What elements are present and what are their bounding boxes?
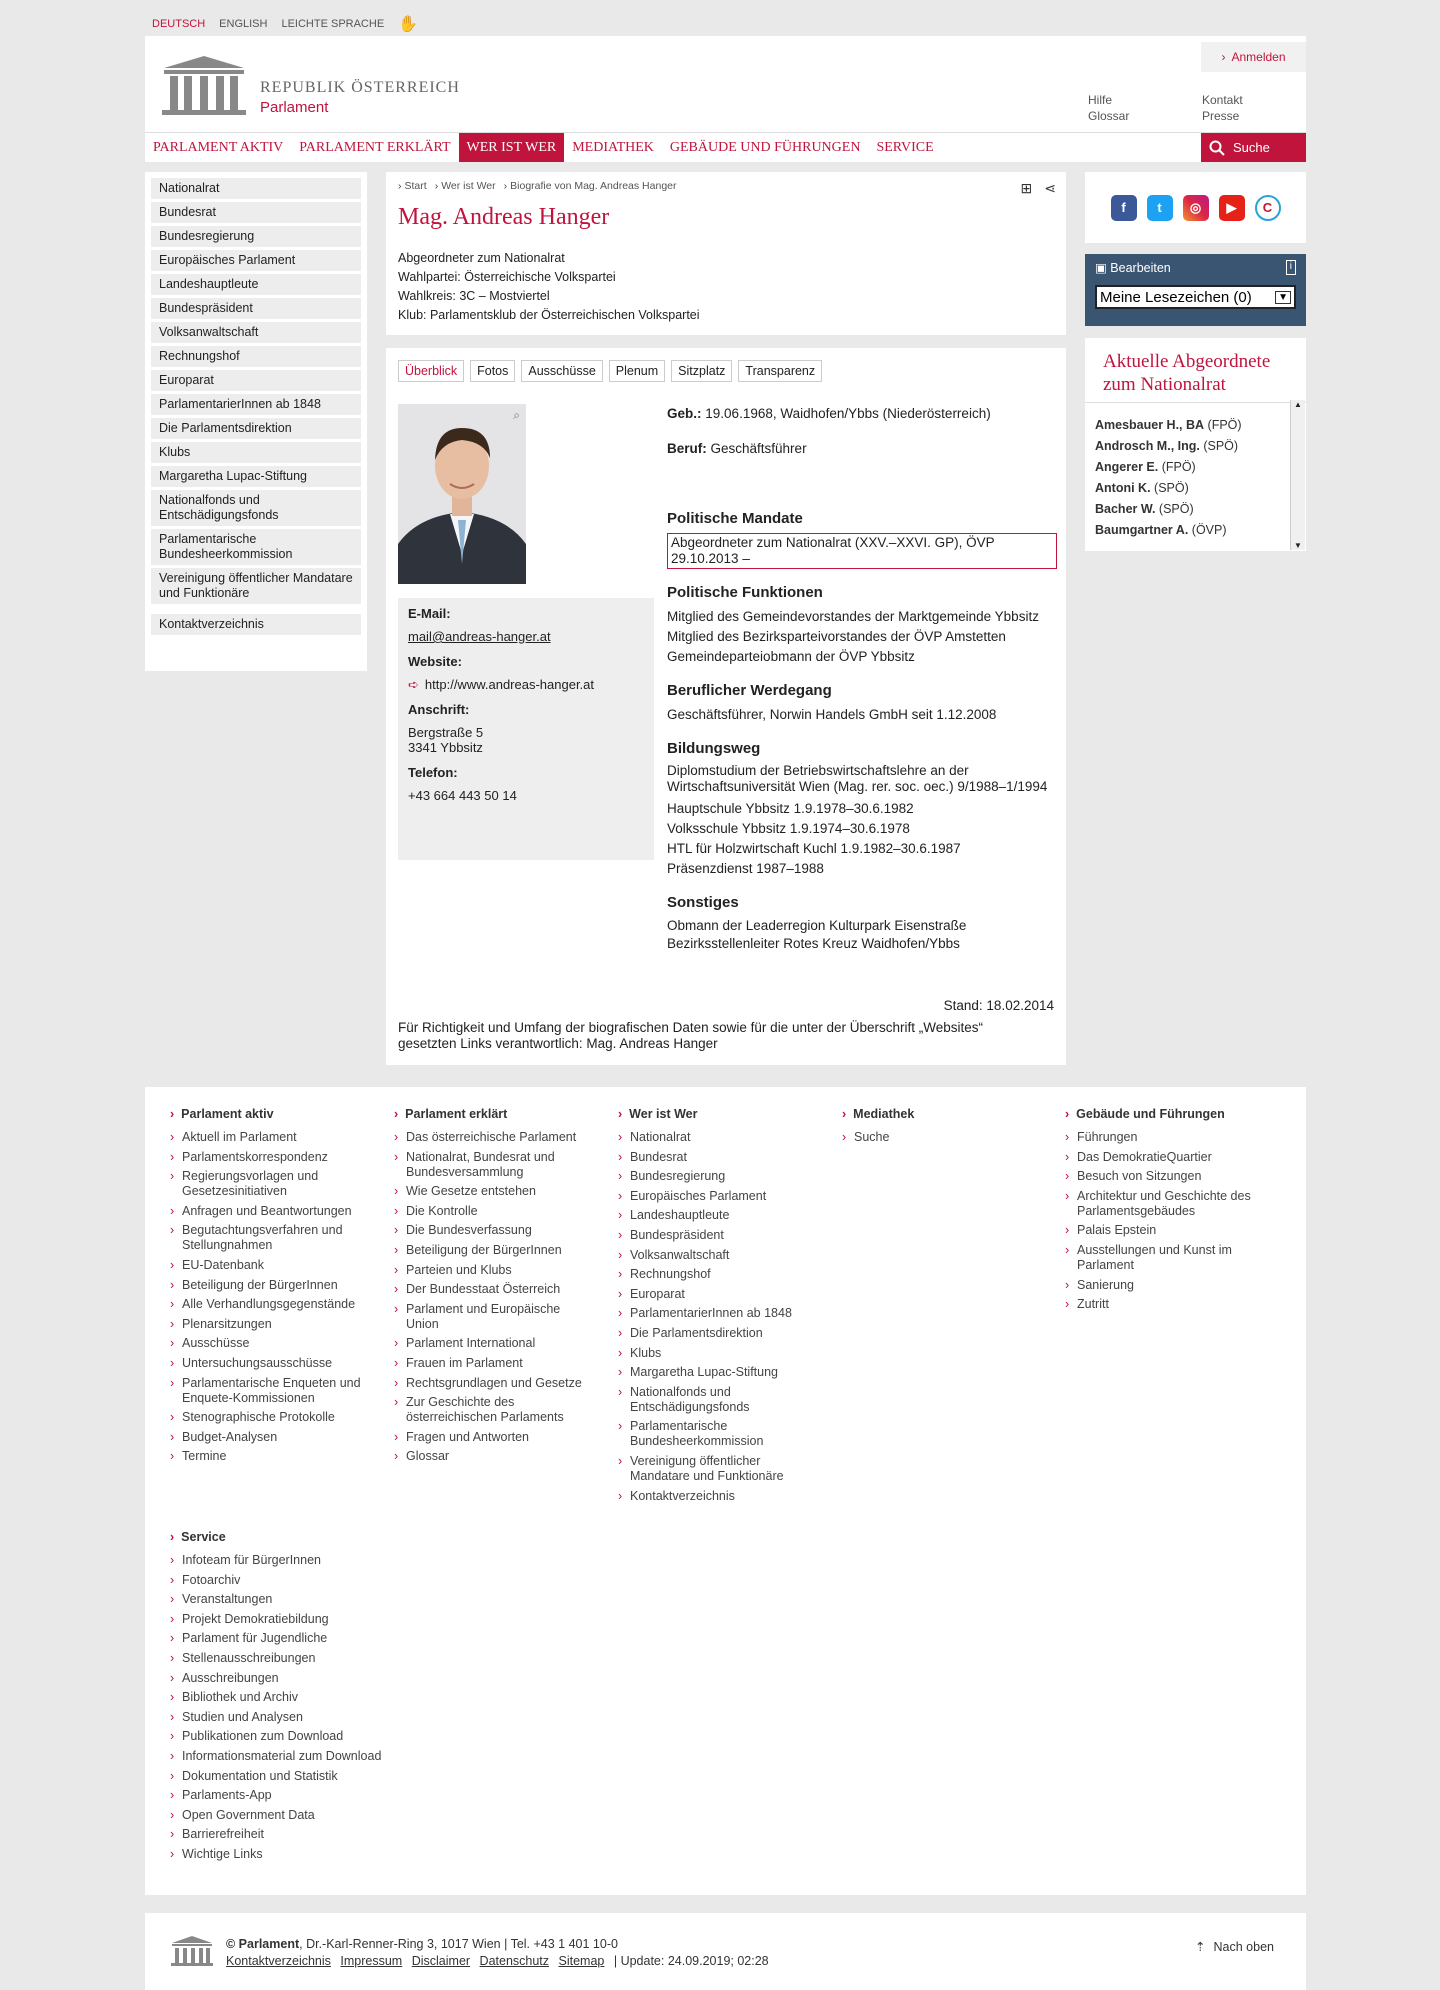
footer-link[interactable]: › Suche bbox=[842, 1130, 1022, 1145]
geb-value: 19.06.1968, Waidhofen/Ybbs (Niederösterreich) bbox=[705, 406, 991, 421]
footer-link[interactable]: › Margaretha Lupac-Stiftung bbox=[618, 1365, 813, 1380]
footer-link[interactable]: › Plenarsitzungen bbox=[170, 1317, 370, 1332]
footer-link[interactable]: › Kontaktverzeichnis bbox=[618, 1489, 813, 1504]
back-to-top[interactable] bbox=[1195, 1939, 1274, 1954]
footer-link[interactable]: › Aktuell im Parlament bbox=[170, 1130, 370, 1145]
footer-link[interactable]: › Die Kontrolle bbox=[394, 1204, 589, 1219]
login-label: Anmelden bbox=[1231, 50, 1286, 64]
footer-link[interactable]: › Architektur und Geschichte des Parlamentsgebäudes bbox=[1065, 1189, 1265, 1219]
bildung-item: HTL für Holzwirtschaft Kuchl 1.9.1982–30.6.1987 bbox=[667, 841, 961, 856]
login-button[interactable] bbox=[1201, 42, 1306, 72]
werdegang-title: Beruflicher Werdegang bbox=[667, 682, 832, 699]
contact-box bbox=[398, 598, 654, 860]
sidebar-item-nationalfonds[interactable]: Nationalfonds und Entschädigungsfonds bbox=[151, 490, 361, 526]
nav-parlament-aktiv[interactable]: PARLAMENT AKTIV bbox=[153, 139, 284, 155]
sidebar-item-nationalrat[interactable]: Nationalrat bbox=[151, 178, 361, 199]
footer-link[interactable]: › Fotoarchiv bbox=[170, 1573, 410, 1588]
footer-link[interactable]: › Beteiligung der BürgerInnen bbox=[394, 1243, 589, 1258]
footer-col-heading[interactable]: › Service bbox=[170, 1530, 410, 1545]
copyright: © Parlament bbox=[226, 1937, 300, 1951]
sidebar-item-europaeisches-parlament[interactable]: Europäisches Parlament bbox=[151, 250, 361, 271]
bookmark-panel bbox=[1085, 254, 1306, 326]
footer-link[interactable]: › Begutachtungsverfahren und Stellungnahmen bbox=[170, 1223, 370, 1253]
footer-col-heading[interactable]: › Wer ist Wer bbox=[618, 1107, 813, 1122]
scroll-down-icon[interactable]: ▼ bbox=[1294, 541, 1302, 550]
deputy-item[interactable]: Baumgartner A. (ÖVP) bbox=[1095, 523, 1227, 537]
nav-wer-ist-wer[interactable]: WER IST WER bbox=[459, 133, 565, 162]
youtube-icon[interactable]: ▶ bbox=[1219, 195, 1245, 221]
zoom-icon[interactable]: ⌕ bbox=[513, 408, 520, 422]
footer-link[interactable]: › Regierungsvorlagen und Gesetzesinitiativen bbox=[170, 1169, 370, 1199]
instagram-icon[interactable]: ◎ bbox=[1183, 195, 1209, 221]
bearbeiten-row[interactable] bbox=[1095, 260, 1171, 275]
tab-plenum[interactable]: Plenum bbox=[609, 360, 665, 382]
app-icon[interactable]: C bbox=[1255, 195, 1281, 221]
sidebar-item-lupac-stiftung[interactable]: Margaretha Lupac-Stiftung bbox=[151, 466, 361, 487]
portrait-photo[interactable] bbox=[398, 404, 526, 584]
footer-link[interactable]: › Bibliothek und Archiv bbox=[170, 1690, 410, 1705]
footer-link[interactable]: › Bundespräsident bbox=[618, 1228, 813, 1243]
footer-links bbox=[226, 1954, 1281, 1968]
bildung-item: Volksschule Ybbsitz 1.9.1974–30.6.1978 bbox=[667, 821, 910, 836]
chevron-right-icon: › bbox=[1221, 50, 1226, 64]
deputy-item[interactable]: Antoni K. (SPÖ) bbox=[1095, 481, 1189, 495]
footer-link[interactable]: › Ausstellungen und Kunst im Parlament bbox=[1065, 1243, 1265, 1273]
footer-link[interactable]: › Die Parlamentsdirektion bbox=[618, 1326, 813, 1341]
page-tools bbox=[1021, 180, 1056, 197]
parliament-logo-icon bbox=[160, 54, 248, 116]
mandate-item: Abgeordneter zum Nationalrat (XXV.–XXVI. GP), ÖVP 29.10.2013 – bbox=[667, 533, 1057, 569]
footer-link[interactable]: › Das DemokratieQuartier bbox=[1065, 1150, 1265, 1165]
beruf-row bbox=[667, 439, 1057, 459]
tab-ueberblick[interactable]: Überblick bbox=[398, 360, 464, 382]
footer-link[interactable]: › Rechnungshof bbox=[618, 1267, 813, 1282]
footer-link[interactable]: › Nationalrat, Bundesrat und Bundesversammlung bbox=[394, 1150, 589, 1180]
footer-link[interactable]: › Open Government Data bbox=[170, 1808, 410, 1823]
page-title: Mag. Andreas Hanger bbox=[398, 204, 610, 230]
footer-link[interactable]: › Projekt Demokratiebildung bbox=[170, 1612, 410, 1627]
biography-details bbox=[667, 404, 1057, 953]
info-wahlkreis: Wahlkreis: 3C – Mostviertel bbox=[398, 289, 550, 303]
footer-link[interactable]: › Budget-Analysen bbox=[170, 1430, 370, 1445]
info-icon[interactable]: i bbox=[1286, 260, 1296, 275]
biography-panel bbox=[386, 348, 1066, 1065]
sign-language-icon[interactable]: ✋ bbox=[398, 16, 419, 33]
footer-link[interactable]: › Sanierung bbox=[1065, 1278, 1265, 1293]
footer-link[interactable]: › Ausschüsse bbox=[170, 1336, 370, 1351]
sidebar bbox=[145, 172, 367, 671]
disclaimer: Für Richtigkeit und Umfang der biografischen Daten sowie für die unter der Überschrift „Websites“ gesetzten Links verantwortlich: Mag. Andreas Hanger bbox=[398, 1020, 984, 1051]
footer-link[interactable]: › Publikationen zum Download bbox=[170, 1729, 410, 1744]
footer-link[interactable]: › Infoteam für BürgerInnen bbox=[170, 1553, 410, 1568]
bookmark-add-icon[interactable]: ⊞ bbox=[1020, 180, 1033, 196]
footer-link[interactable]: › Volksanwaltschaft bbox=[618, 1248, 813, 1263]
footer-datenschutz[interactable]: Datenschutz bbox=[479, 1954, 550, 1968]
sonstiges-title: Sonstiges bbox=[667, 894, 739, 911]
footer-col-heading[interactable]: › Parlament erklärt bbox=[394, 1107, 589, 1122]
sidebar-item-rechnungshof[interactable]: Rechnungshof bbox=[151, 346, 361, 367]
footer-link[interactable]: › Parteien und Klubs bbox=[394, 1263, 589, 1278]
address-city: 3341 Ybbsitz bbox=[408, 740, 483, 755]
bookmark-header bbox=[1095, 260, 1296, 275]
social-links bbox=[1085, 172, 1306, 243]
footer-link[interactable]: › Wichtige Links bbox=[170, 1847, 410, 1862]
person-info bbox=[398, 249, 1054, 325]
footer-link[interactable]: › Informationsmaterial zum Download bbox=[170, 1749, 410, 1764]
breadcrumb-wer-ist-wer[interactable]: › Wer ist Wer bbox=[435, 180, 496, 192]
nav-mediathek[interactable]: MEDIATHEK bbox=[572, 139, 654, 155]
footer-col-heading[interactable]: › Gebäude und Führungen bbox=[1065, 1107, 1265, 1122]
footer-link[interactable]: › Parlaments-App bbox=[170, 1788, 410, 1803]
footer-link[interactable]: › Europarat bbox=[618, 1287, 813, 1302]
tab-sitzplatz[interactable]: Sitzplatz bbox=[671, 360, 732, 382]
funktion-item: Mitglied des Gemeindevorstandes der Marktgemeinde Ybbsitz bbox=[667, 609, 1039, 624]
footer-link[interactable]: › Stellenausschreibungen bbox=[170, 1651, 410, 1666]
sidebar-item-kontaktverzeichnis[interactable]: Kontaktverzeichnis bbox=[151, 614, 361, 635]
footer-link[interactable]: › Parlament International bbox=[394, 1336, 589, 1351]
bildung-item: Präsenzdienst 1987–1988 bbox=[667, 861, 824, 876]
lang-deutsch[interactable]: DEUTSCH bbox=[152, 18, 206, 30]
scroll-up-icon[interactable]: ▲ bbox=[1294, 400, 1302, 409]
update-date: | Update: 24.09.2019; 02:28 bbox=[613, 1954, 769, 1968]
geb-label: Geb.: bbox=[667, 406, 702, 421]
footer-link[interactable]: › Bundesrat bbox=[618, 1150, 813, 1165]
sidebar-item-bundesheerkommission[interactable]: Parlamentarische Bundesheerkommission bbox=[151, 529, 361, 565]
funktion-item: Gemeindeparteiobmann der ÖVP Ybbsitz bbox=[667, 649, 915, 664]
external-link-icon: ➪ bbox=[408, 677, 419, 692]
footer-link[interactable]: › Ausschreibungen bbox=[170, 1671, 410, 1686]
glossar-link[interactable]: Glossar bbox=[1088, 109, 1130, 123]
sonstiges-item: Bezirksstellenleiter Rotes Kreuz Waidhofen/Ybbs bbox=[667, 936, 960, 951]
footer-link[interactable]: › EU-Datenbank bbox=[170, 1258, 370, 1273]
footer-impressum[interactable]: Impressum bbox=[340, 1954, 403, 1968]
edit-icon: ▣ bbox=[1095, 261, 1111, 275]
bildung-item: Hauptschule Ybbsitz 1.9.1978–30.6.1982 bbox=[667, 801, 914, 816]
footer-link[interactable]: › Landeshauptleute bbox=[618, 1208, 813, 1223]
deputies-scrollbar[interactable] bbox=[1290, 400, 1305, 550]
footer-kontaktverzeichnis[interactable]: Kontaktverzeichnis bbox=[226, 1954, 331, 1968]
sidebar-item-parlamentsdirektion[interactable]: Die Parlamentsdirektion bbox=[151, 418, 361, 439]
tab-ausschuesse[interactable]: Ausschüsse bbox=[521, 360, 602, 382]
footer-col-service bbox=[170, 1530, 410, 1867]
bookmark-select[interactable] bbox=[1095, 285, 1296, 309]
info-klub: Klub: Parlamentsklub der Österreichischen Volkspartei bbox=[398, 308, 700, 322]
language-bar bbox=[152, 14, 418, 34]
twitter-icon[interactable]: t bbox=[1147, 195, 1173, 221]
sidebar-item-bundesregierung[interactable]: Bundesregierung bbox=[151, 226, 361, 247]
sidebar-item-vereinigung[interactable]: Vereinigung öffentlicher Mandatare und Funktionäre bbox=[151, 568, 361, 604]
footer-link[interactable]: › Untersuchungsausschüsse bbox=[170, 1356, 370, 1371]
current-deputies bbox=[1085, 338, 1306, 551]
bildung-title: Bildungsweg bbox=[667, 740, 761, 757]
parliament-small-logo-icon bbox=[170, 1935, 214, 1967]
nav-service[interactable]: SERVICE bbox=[876, 139, 934, 155]
footer-link[interactable]: › Klubs bbox=[618, 1346, 813, 1361]
sidebar-item-parlamentarier[interactable]: ParlamentarierInnen ab 1848 bbox=[151, 394, 361, 415]
email-link[interactable]: mail@andreas-hanger.at bbox=[408, 629, 551, 644]
footer-address: , Dr.-Karl-Renner-Ring 3, 1017 Wien | Tel. +43 1 401 10-0 bbox=[299, 1937, 618, 1951]
footer-link[interactable]: › Der Bundesstaat Österreich bbox=[394, 1282, 589, 1297]
page-footer bbox=[145, 1913, 1306, 1990]
footer-link[interactable]: › Glossar bbox=[394, 1449, 589, 1464]
footer-link[interactable]: › Rechtsgrundlagen und Gesetze bbox=[394, 1376, 589, 1391]
help-links bbox=[1088, 92, 1129, 124]
hilfe-link[interactable]: Hilfe bbox=[1088, 93, 1113, 107]
contact-links bbox=[1202, 92, 1243, 124]
nav-gebaeude[interactable]: GEBÄUDE UND FÜHRUNGEN bbox=[669, 139, 861, 155]
website-row bbox=[408, 677, 644, 692]
search-label: Suche bbox=[1233, 140, 1270, 155]
sidebar-item-volksanwaltschaft[interactable]: Volksanwaltschaft bbox=[151, 322, 361, 343]
bookmark-select-value: Meine Lesezeichen (0) bbox=[1100, 288, 1252, 306]
main-nav bbox=[145, 132, 1306, 162]
email-label: E-Mail: bbox=[408, 606, 451, 621]
phone-label: Telefon: bbox=[408, 765, 458, 780]
footer-col-parlament-erklaert bbox=[394, 1107, 589, 1469]
breadcrumb-current: › Biografie von Mag. Andreas Hanger bbox=[504, 180, 677, 192]
footer-link[interactable]: › Bundesregierung bbox=[618, 1169, 813, 1184]
footer-link[interactable]: › Termine bbox=[170, 1449, 370, 1464]
footer-col-heading[interactable]: › Mediathek bbox=[842, 1107, 1022, 1122]
footer-link[interactable]: › Beteiligung der BürgerInnen bbox=[170, 1278, 370, 1293]
site-header bbox=[145, 36, 1306, 162]
presse-link[interactable]: Presse bbox=[1202, 109, 1240, 123]
footer-col-mediathek bbox=[842, 1107, 1022, 1150]
footer-link[interactable]: › Nationalrat bbox=[618, 1130, 813, 1145]
footer-link[interactable]: › Das österreichische Parlament bbox=[394, 1130, 589, 1145]
footer-link[interactable]: › Parlamentarische Bundesheerkommission bbox=[618, 1419, 813, 1449]
info-role: Abgeordneter zum Nationalrat bbox=[398, 251, 565, 265]
footer-link[interactable]: › Dokumentation und Statistik bbox=[170, 1769, 410, 1784]
footer-text bbox=[226, 1937, 1281, 1968]
footer-link[interactable]: › Wie Gesetze entstehen bbox=[394, 1184, 589, 1199]
footer-link[interactable]: › Vereinigung öffentlicher Mandatare und Funktionäre bbox=[618, 1454, 813, 1484]
footer-link[interactable]: › Fragen und Antworten bbox=[394, 1430, 589, 1445]
footer-link[interactable]: › Besuch von Sitzungen bbox=[1065, 1169, 1265, 1184]
deputies-list bbox=[1085, 402, 1306, 552]
website-label: Website: bbox=[408, 654, 462, 669]
sidebar-item-klubs[interactable]: Klubs bbox=[151, 442, 361, 463]
portrait-image bbox=[398, 404, 526, 584]
footer-link[interactable]: › Parlamentarische Enqueten und Enquete-Kommissionen bbox=[170, 1376, 370, 1406]
footer-disclaimer[interactable]: Disclaimer bbox=[411, 1954, 471, 1968]
beruf-value: Geschäftsführer bbox=[710, 441, 807, 456]
geb-row bbox=[667, 404, 1057, 424]
share-icon[interactable]: ⋖ bbox=[1044, 180, 1056, 196]
tab-fotos[interactable]: Fotos bbox=[470, 360, 515, 382]
footer-link[interactable]: › Parlamentskorrespondenz bbox=[170, 1150, 370, 1165]
deputy-item[interactable]: Amesbauer H., BA (FPÖ) bbox=[1095, 418, 1242, 432]
mandate-title: Politische Mandate bbox=[667, 510, 803, 527]
lang-english[interactable]: ENGLISH bbox=[219, 18, 268, 30]
footer-link[interactable]: › Stenographische Protokolle bbox=[170, 1410, 370, 1425]
footer-link[interactable]: › Barrierefreiheit bbox=[170, 1827, 410, 1842]
footer-col-parlament-aktiv bbox=[170, 1107, 370, 1469]
bearbeiten-label: Bearbeiten bbox=[1110, 261, 1171, 275]
footer-link[interactable]: › Palais Epstein bbox=[1065, 1223, 1265, 1238]
logo[interactable] bbox=[160, 54, 460, 116]
footer-link[interactable]: › Europäisches Parlament bbox=[618, 1189, 813, 1204]
footer-link[interactable]: › Veranstaltungen bbox=[170, 1592, 410, 1607]
person-header bbox=[386, 172, 1066, 335]
arrow-up-icon: ⇡ bbox=[1195, 1940, 1206, 1954]
sidebar-item-bundesrat[interactable]: Bundesrat bbox=[151, 202, 361, 223]
funktionen-title: Politische Funktionen bbox=[667, 584, 823, 601]
website-link[interactable]: http://www.andreas-hanger.at bbox=[424, 677, 595, 692]
footer-link[interactable]: › Studien und Analysen bbox=[170, 1710, 410, 1725]
facebook-icon[interactable]: f bbox=[1111, 195, 1137, 221]
footer-link[interactable]: › Parlament für Jugendliche bbox=[170, 1631, 410, 1646]
deputy-item[interactable]: Bacher W. (SPÖ) bbox=[1095, 502, 1194, 516]
phone: +43 664 443 50 14 bbox=[408, 788, 517, 803]
footer-sitemap[interactable]: Sitemap bbox=[558, 1954, 605, 1968]
stand-date: Stand: 18.02.2014 bbox=[943, 998, 1054, 1013]
footer-col-gebaeude bbox=[1065, 1107, 1265, 1317]
footer-link[interactable]: › Zutritt bbox=[1065, 1297, 1265, 1312]
logo-title: REPUBLIK ÖSTERREICH bbox=[260, 79, 460, 96]
footer-link[interactable]: › Nationalfonds und Entschädigungsfonds bbox=[618, 1385, 813, 1415]
footer-link[interactable]: › ParlamentarierInnen ab 1848 bbox=[618, 1306, 813, 1321]
footer-link[interactable]: › Anfragen und Beantwortungen bbox=[170, 1204, 370, 1219]
deputy-item[interactable]: Angerer E. (FPÖ) bbox=[1095, 460, 1196, 474]
bildung-item: Diplomstudium der Betriebswirtschaftslehre an der Wirtschaftsuniversität Wien (Mag. rer. soc. oec.) 9/1988–1/1994 bbox=[667, 763, 1048, 794]
footer-link[interactable]: › Die Bundesverfassung bbox=[394, 1223, 589, 1238]
footer-link[interactable]: › Frauen im Parlament bbox=[394, 1356, 589, 1371]
address-label: Anschrift: bbox=[408, 702, 470, 717]
tab-bar bbox=[398, 360, 1054, 382]
breadcrumb-start[interactable]: › Start bbox=[398, 180, 427, 192]
address bbox=[408, 725, 644, 755]
info-wahlpartei: Wahlpartei: Österreichische Volkspartei bbox=[398, 270, 616, 284]
search-button[interactable] bbox=[1201, 133, 1306, 162]
breadcrumb bbox=[398, 180, 1054, 192]
back-to-top-label: Nach oben bbox=[1213, 1940, 1274, 1954]
werdegang-item: Geschäftsführer, Norwin Handels GmbH seit 1.12.2008 bbox=[667, 707, 997, 722]
sonstiges-item: Obmann der Leaderregion Kulturpark Eisenstraße bbox=[667, 918, 967, 933]
footer-link[interactable]: › Zur Geschichte des österreichischen Parlaments bbox=[394, 1395, 589, 1425]
footer-link[interactable]: › Führungen bbox=[1065, 1130, 1265, 1145]
beruf-label: Beruf: bbox=[667, 441, 707, 456]
kontakt-link[interactable]: Kontakt bbox=[1202, 93, 1243, 107]
tab-transparenz[interactable]: Transparenz bbox=[738, 360, 822, 382]
logo-subtitle: Parlament bbox=[260, 99, 329, 116]
address-street: Bergstraße 5 bbox=[408, 725, 484, 740]
search-icon bbox=[1209, 140, 1225, 156]
deputy-item[interactable]: Androsch M., Ing. (SPÖ) bbox=[1095, 439, 1239, 453]
sidebar-item-europarat[interactable]: Europarat bbox=[151, 370, 361, 391]
funktion-item: Mitglied des Bezirksparteivorstandes der ÖVP Amstetten bbox=[667, 629, 1006, 644]
footer-sitemap bbox=[145, 1087, 1306, 1895]
footer-col-wer-ist-wer bbox=[618, 1107, 813, 1508]
dropdown-arrow-icon: ▼ bbox=[1275, 291, 1291, 304]
lang-leichte-sprache[interactable]: LEICHTE SPRACHE bbox=[281, 18, 385, 30]
footer-link[interactable]: › Parlament und Europäische Union bbox=[394, 1302, 589, 1332]
sidebar-item-landeshauptleute[interactable]: Landeshauptleute bbox=[151, 274, 361, 295]
deputies-title: Aktuelle Abgeordnete zum Nationalrat bbox=[1103, 351, 1271, 395]
footer-col-heading[interactable]: › Parlament aktiv bbox=[170, 1107, 370, 1122]
sidebar-item-bundespraesident[interactable]: Bundespräsident bbox=[151, 298, 361, 319]
footer-link[interactable]: › Alle Verhandlungsgegenstände bbox=[170, 1297, 370, 1312]
nav-parlament-erklaert[interactable]: PARLAMENT ERKLÄRT bbox=[299, 139, 451, 155]
